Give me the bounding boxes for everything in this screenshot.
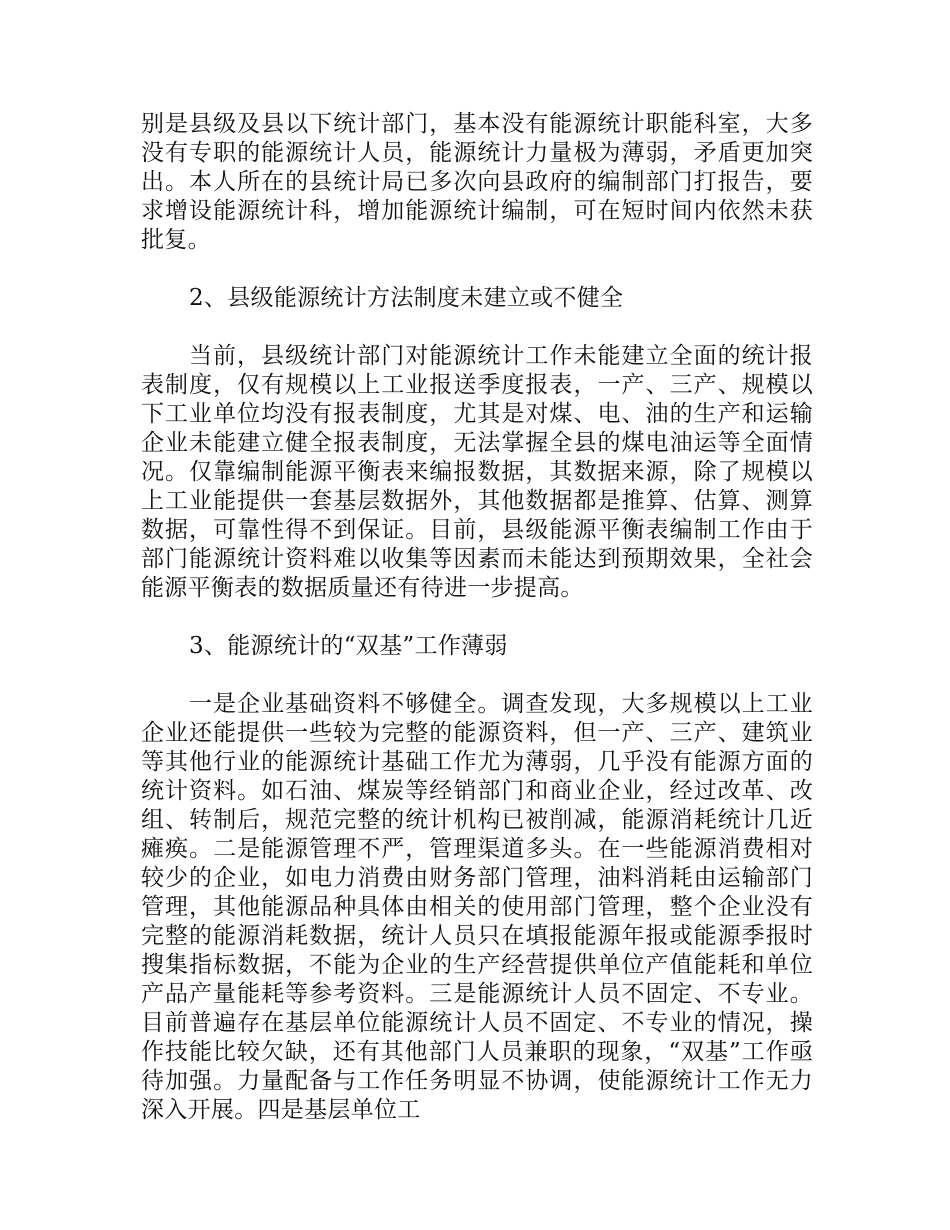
- document-page: [141, 110, 813, 1125]
- section-2-heading: 2、县级能源统计方法制度未建立或不健全: [189, 285, 624, 311]
- section-3-heading: 3、能源统计的“双基”工作薄弱: [189, 633, 508, 659]
- section-2-paragraph: 当前，县级统计部门对能源统计工作未能建立全面的统计报表制度，仅有规模以上工业报送季度报表，一产、三产、规模以下工业单位均没有报表制度，尤其是对煤、电、油的生产和运输企业未能建立健全报表制度，无法掌握全县的煤电油运等全面情况。仅靠编制能源平衡表来编报数据，其数据来源，除了规模以上工业能提供一套基层数据外，其他数据都是推算、估算、测算数据，可靠性得不到保证。目前，县级能源平衡表编制工作由于部门能源统计资料难以收集等因素而未能达到预期效果，全社会能源平衡表的数据质量还有待进一步提高。: [141, 343, 813, 601]
- paragraph-gap: [141, 661, 813, 690]
- paragraph-gap: [141, 603, 813, 632]
- paragraph-gap: [141, 255, 813, 284]
- section-3-paragraph: 一是企业基础资料不够健全。调查发现，大多规模以上工业企业还能提供一些较为完整的能源资料，但一产、三产、建筑业等其他行业的能源统计基础工作尤为薄弱，几乎没有能源方面的统计资料。如石油、煤炭等经销部门和商业企业，经过改革、改组、转制后，规范完整的统计机构已被削减，能源消耗统计几近瘫痪。二是能源管理不严，管理渠道多头。在一些能源消费相对较少的企业，如电力消费由财务部门管理，油料消耗由运输部门管理，其他能源品种具体由相关的使用部门管理，整个企业没有完整的能源消耗数据，统计人员只在填报能源年报或能源季报时搜集指标数据，不能为企业的生产经营提供单位产值能耗和单位产品产量能耗等参考资料。三是能源统计人员不固定、不专业。目前普遍存在基层单位能源统计人员不固定、不专业的情况，操作技能比较欠缺，还有其他部门人员兼职的现象，“双基”工作亟待加强。力量配备与工作任务明显不协调，使能源统计工作无力深入开展。四是基层单位工: [141, 691, 813, 1123]
- paragraph-gap: [141, 313, 813, 342]
- paragraph-continuation: 别是县级及县以下统计部门，基本没有能源统计职能科室，大多没有专职的能源统计人员，能源统计力量极为薄弱，矛盾更加突出。本人所在的县统计局已多次向县政府的编制部门打报告，要求增设能源统计科，增加能源统计编制，可在短时间内依然未获批复。: [141, 111, 813, 253]
